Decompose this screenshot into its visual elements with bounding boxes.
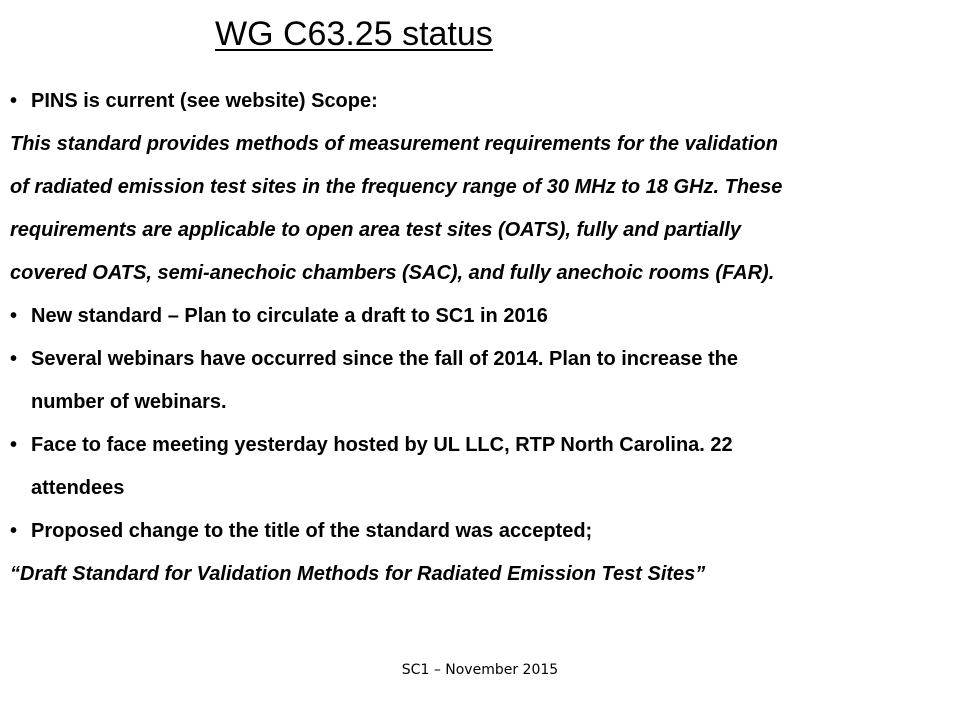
slide-footer: SC1 – November 2015 (401, 662, 559, 678)
bullet-item-webinars (10, 338, 950, 424)
bullet-dot-icon: • (10, 348, 18, 370)
scope-line: requirements are applicable to open area test sites (OATS), fully and partially (10, 219, 741, 241)
scope-paragraph (10, 123, 950, 295)
bullet-text-line: attendees (31, 477, 125, 499)
bullet-text-line: number of webinars. (31, 391, 227, 413)
bullet-item-meeting (10, 424, 950, 510)
bullet-text: Proposed change to the title of the standard was accepted; (31, 520, 593, 542)
bullet-dot-icon: • (10, 90, 18, 112)
scope-line: This standard provides methods of measurement requirements for the validation (10, 133, 778, 155)
bullet-text: New standard – Plan to circulate a draft to SC1 in 2016 (31, 305, 548, 327)
slide-body (10, 80, 950, 596)
bullet-item-title-change (10, 510, 950, 553)
scope-line: covered OATS, semi-anechoic chambers (SAC), and fully anechoic rooms (FAR). (10, 262, 775, 284)
bullet-dot-icon: • (10, 434, 18, 456)
bullet-text: PINS is current (see website) Scope: (31, 90, 378, 112)
bullet-item-new-standard (10, 295, 950, 338)
bullet-text-line: Face to face meeting yesterday hosted by UL LLC, RTP North Carolina. 22 (31, 434, 733, 456)
bullet-dot-icon: • (10, 305, 18, 327)
scope-line: of radiated emission test sites in the frequency range of 30 MHz to 18 GHz. These (10, 176, 783, 198)
bullet-item-pins (10, 80, 950, 123)
slide-title: WG C63.25 status (215, 15, 493, 53)
bullet-text-line: Several webinars have occurred since the fall of 2014. Plan to increase the (31, 348, 738, 370)
bullet-dot-icon: • (10, 520, 18, 542)
proposed-title-quote: “Draft Standard for Validation Methods for Radiated Emission Test Sites” (10, 563, 706, 585)
